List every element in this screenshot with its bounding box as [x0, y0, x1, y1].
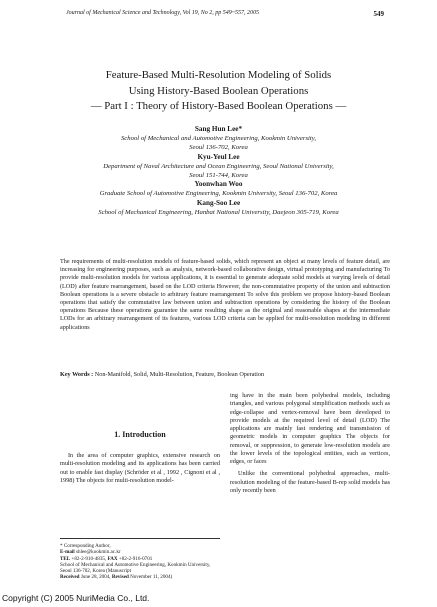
received-label: Received [60, 574, 80, 581]
copyright-notice: Copyright (C) 2005 NuriMedia Co., Ltd. [2, 593, 150, 603]
received-value: June 28, 2004, [80, 574, 111, 581]
journal-citation: Journal of Mechanical Science and Technology, Vol 19, No 2, pp 549~557, 2005 [66, 10, 259, 16]
title-line-3: — Part I : Theory of History-Based Boolean Operations — [90, 100, 347, 112]
section-heading: 1. Introduction [114, 430, 166, 439]
email-label: E-mail [60, 549, 75, 556]
footnote [60, 538, 220, 581]
author-affiliation: Seoul 136-702, Korea [189, 144, 248, 152]
fax-label: FAX [107, 555, 118, 562]
revised-value: November 11, 2004) [130, 574, 173, 581]
author-name: Kang-Soo Lee [196, 198, 241, 207]
title-line-1: Feature-Based Multi-Resolution Modeling of Solids [105, 69, 332, 81]
tel-label: TEL [60, 555, 71, 562]
email-value: shlee@kookmin.ac.kr [76, 549, 121, 556]
author-name: Yoonwhan Woo [194, 180, 243, 189]
corresponding-author-note: * Corresponding Author, [60, 543, 111, 549]
fax-value: +82-2-916-0701 [118, 555, 153, 562]
intro-paragraph: In the area of computer graphics, extensive research on multi-resolution modeling and its applications has been carried out to enable fast display (Schröder et al , 1992 , Cignoni et al , 1998) The objects for multi-resolution model- [60, 452, 220, 484]
abstract: The requirements of multi-resolution models of feature-based solids, which represent an object at many levels of feature detail, are increasing for engineering purposes, such as analysis, network-based collaborative design, virtual prototyping and manufacturing To provide multi-resolution models for various applications, it is essential to generate adequate solid models at varying levels of detail (LOD) after feature rearrangement, based on the LOD criteria However, the non-commutative property of the union and subtraction Boolean operations is a severe obstacle to arbitrary feature rearrangement To solve this problem we propose history-based Boolean operations that satisfy the commutative law between union and subtraction operations by considering the history of the Boolean operations Because these operations guarantee the same resulting shape as the original and reasonable shapes at the intermediate LODs for an arbitrary rearrangement of its features, various LOD criteria can be applied for multi-resolution modeling in different applications [60, 259, 390, 331]
author-affiliation: School of Mechanical Engineering, Hanbat National University, Daejeon 305-719, Korea [98, 208, 339, 216]
manuscript-dates [60, 574, 220, 580]
keywords-text: Non-Manifold, Solid, Multi-Resolution, Feature, Boolean Operation [94, 371, 265, 378]
page-number: 549 [373, 10, 384, 18]
right-column [230, 392, 390, 495]
author-affiliation: Seoul 151-744, Korea [189, 172, 248, 180]
author-affiliation: School of Mechanical and Automotive Engineering, Kookmin University, [120, 135, 317, 143]
title-line-2: Using History-Based Boolean Operations [128, 84, 309, 97]
revised-label: Revised [111, 574, 129, 581]
author-name: Sang Hun Lee* [194, 125, 243, 133]
tel-value: +82-2-910-4835, [71, 555, 107, 562]
author-affiliation: Department of Naval Architecture and Ocean Engineering, Seoul National University, [103, 162, 334, 170]
keywords [60, 371, 390, 378]
keywords-label: Key Words : [60, 371, 94, 378]
address-line: School of Mechanical and Automotive Engineering, Kookmin University, Seoul 136-702, Korea (Manuscript [60, 561, 211, 575]
paper-title [40, 68, 397, 115]
running-header [66, 10, 384, 18]
author-name: Kyu-Yeul Lee [197, 152, 240, 161]
intro-paragraph-continued: ing have in the main been polyhedral models, including triangles, and various polygonal simplification methods such as edge-collapse and vertex-removal have been developed to provide models at the required level of detail (LOD) The applications are mainly fast rendering and transmission of geometric models in computer graphics The objects for removal, or suppression, to generate low-resolution models are the lower levels of the topological entities, such as vertices, edges, or faces [230, 392, 390, 465]
left-column [60, 430, 220, 485]
intro-paragraph-2: Unlike the conventional polyhedral approaches, multi-resolution modeling of the feature-based B-rep solid models has only recently been [230, 470, 390, 494]
author-affiliation: Graduate School of Automotive Engineering, Kookmin University, Seoul 136-702, Korea [99, 190, 338, 198]
author-block [20, 125, 417, 217]
